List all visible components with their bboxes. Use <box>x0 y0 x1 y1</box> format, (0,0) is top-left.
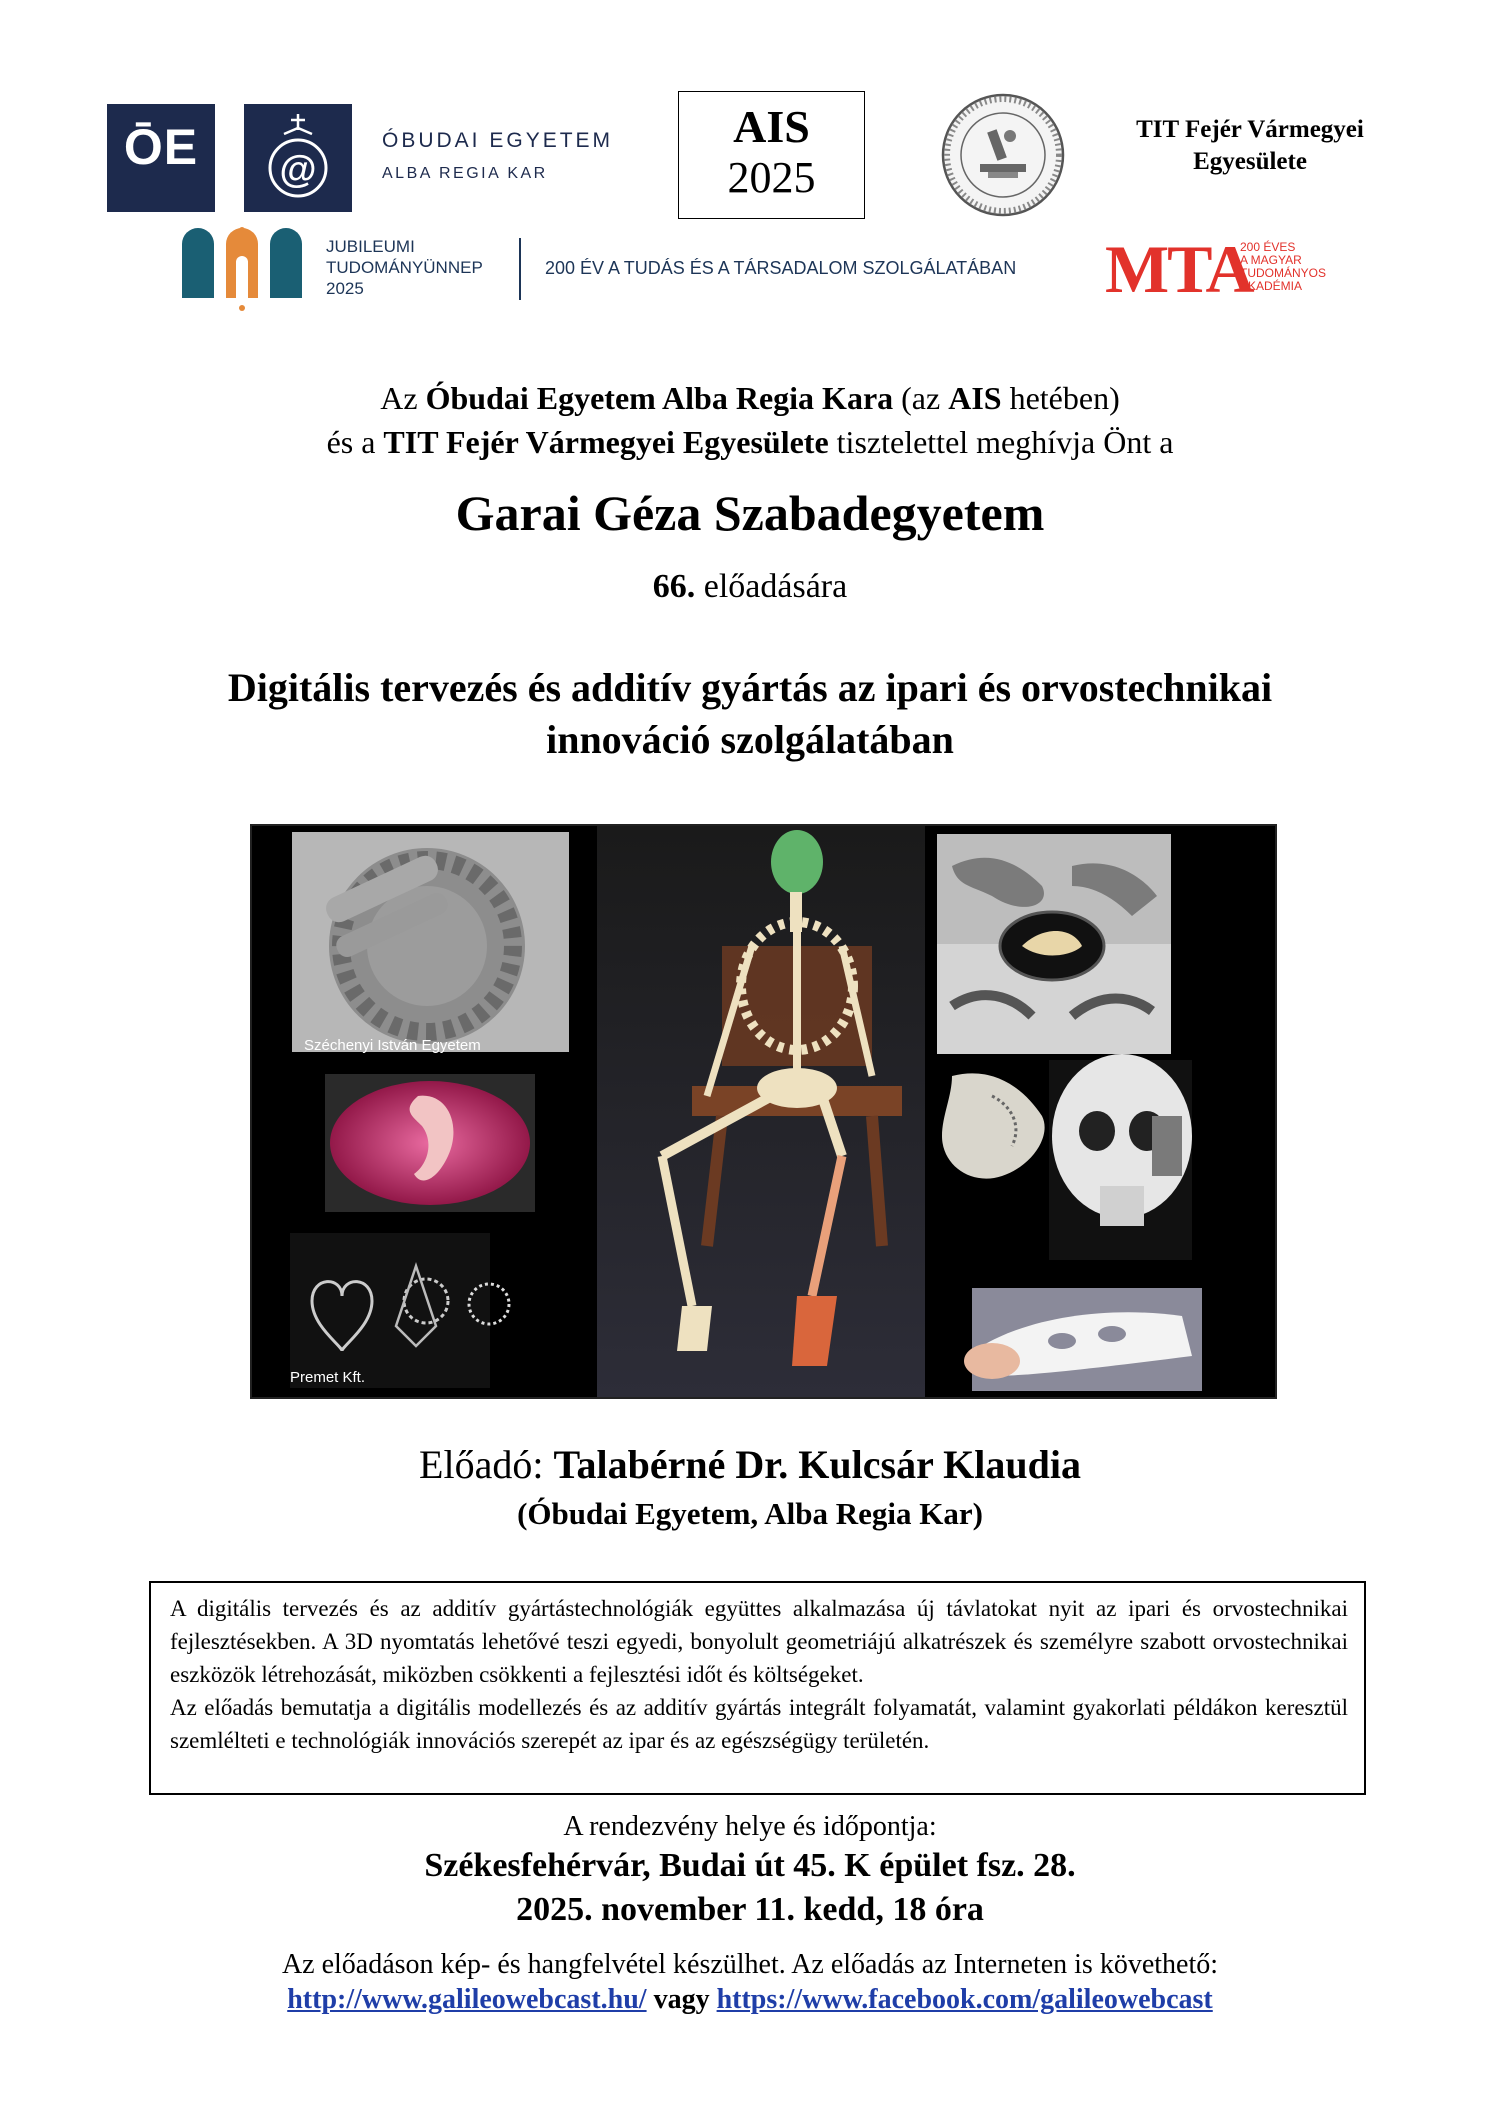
tit-name <box>1110 114 1390 178</box>
slogan: 200 ÉV A TUDÁS ÉS A TÁRSADALOM SZOLGÁLATÁBAN <box>545 258 1017 278</box>
inv1-pre: Az <box>380 380 426 416</box>
abstract-paragraph1: A digitális tervezés és az additív gyártástechnológiák együttes alkalmazása új távlatokat nyit az ipari és orvostechnikai fejlesztésekben. A 3D nyomtatás lehetővé teszi egyedi, bonyolult geometriájú alkatrészek és személyre szabott orvostechnikai eszközök létrehozását, miközben csökkenti a fejlesztési időt és költségeket. <box>170 1596 1348 1687</box>
crest-icon <box>244 104 352 212</box>
topic-line1: Digitális tervezés és additív gyártás az ipari és orvostechnikai <box>227 665 1273 710</box>
jubilee-arches-icon <box>180 222 304 312</box>
mta-sub-line3: TUDOMÁNYOS <box>1240 266 1327 280</box>
lecture-topic <box>0 662 1500 766</box>
inv2-pre: és a <box>326 424 384 460</box>
lecture-number: 66. <box>652 568 696 605</box>
abstract-paragraph2: Az előadás bemutatja a digitális modellezés és az additív gyártás integrált folyamatát, valamint gyakorlati példákon keresztül szemlélteti e technológiák innovációs szerepét az ipar és az egészségügy területén. <box>170 1695 1348 1753</box>
mta-sub-line1: 200 ÉVES <box>1240 240 1296 254</box>
presenter-label: Előadó: <box>419 1442 554 1487</box>
mta-sub-line2: A MAGYAR <box>1240 253 1302 267</box>
topic-line2: innováció szolgálatában <box>546 717 954 762</box>
jaw-implants-photo <box>937 834 1171 1054</box>
gear-photo <box>292 832 569 1052</box>
skeleton-photo <box>597 826 925 1397</box>
gear-caption: Széchenyi István Egyetem <box>304 1037 481 1054</box>
mta-sub-line4: AKADÉMIA <box>1240 279 1303 293</box>
inv1-mid: (az <box>893 380 949 416</box>
venue-label: A rendezvény helye és időpontja: <box>563 1811 937 1842</box>
recording-notice: Az előadáson kép- és hangfelvétel készülhet. Az előadás az Interneten is követhető: <box>281 1949 1219 1980</box>
invitation-line1 <box>0 380 1500 417</box>
tit-name-line1: TIT Fejér Vármegyei <box>1136 116 1364 143</box>
link-separator: vagy <box>646 1984 717 2015</box>
jewelry-caption: Premet Kft. <box>290 1369 366 1386</box>
inv1-bold1: Óbudai Egyetem Alba Regia Kara <box>425 380 894 416</box>
university-crest-logo <box>244 104 352 212</box>
lecture-suffix: előadására <box>695 568 848 605</box>
jubilee-text <box>326 236 483 299</box>
wrist-cast-photo <box>964 1288 1202 1391</box>
university-name: ÓBUDAI EGYETEM <box>382 129 614 152</box>
photo-collage <box>252 826 1275 1397</box>
tit-name-line2: Egyesülete <box>1193 148 1307 175</box>
galileowebcast-link[interactable]: http://www.galileowebcast.hu/ <box>287 1984 647 2015</box>
collage-image <box>252 826 1275 1397</box>
ais-year: 2025 <box>727 153 816 202</box>
event-title: Garai Géza Szabadegyetem <box>455 485 1045 541</box>
invitation-line2 <box>0 424 1500 461</box>
oe-logo <box>107 104 215 212</box>
header-divider <box>519 238 521 300</box>
ais-label: AIS <box>733 101 810 152</box>
facebook-link[interactable]: https://www.facebook.com/galileowebcast <box>716 1984 1213 2015</box>
abstract-box <box>149 1581 1366 1795</box>
presenter-name: Talabérné Dr. Kulcsár Klaudia <box>553 1442 1081 1487</box>
ais-box <box>678 91 865 219</box>
inv2-bold: TIT Fejér Vármegyei Egyesülete <box>383 424 829 460</box>
mta-logo: MTA <box>1105 231 1253 307</box>
presenter-line <box>0 1441 1500 1488</box>
svg-text:@: @ <box>279 149 317 191</box>
mta-subtitle <box>1240 241 1326 293</box>
event-datetime: 2025. november 11. kedd, 18 óra <box>516 1891 984 1928</box>
jubilee-line2: TUDOMÁNYÜNNEP <box>326 258 483 277</box>
lecture-number-line <box>0 568 1500 606</box>
inv2-post: tisztelettel meghívja Önt a <box>828 424 1174 460</box>
tit-seal-icon <box>940 92 1066 218</box>
ear-dish-photo <box>325 1074 535 1212</box>
inv1-bold2: AIS <box>948 380 1002 416</box>
jubilee-line3: 2025 <box>326 279 364 298</box>
lattice-implant-photo <box>942 1073 1045 1178</box>
jewelry-photo <box>290 1233 509 1388</box>
inv1-post: hetében) <box>1001 380 1120 416</box>
venue: Székesfehérvár, Budai út 45. K épület fsz. 28. <box>424 1847 1076 1884</box>
jubilee-line1: JUBILEUMI <box>326 237 415 256</box>
webcast-links <box>0 1984 1500 2016</box>
presenter-affiliation: (Óbudai Egyetem, Alba Regia Kar) <box>517 1496 983 1531</box>
faculty-name: ALBA REGIA KAR <box>382 165 548 182</box>
skull-photo <box>1049 1054 1192 1260</box>
oe-mark: ŌE <box>123 119 199 175</box>
